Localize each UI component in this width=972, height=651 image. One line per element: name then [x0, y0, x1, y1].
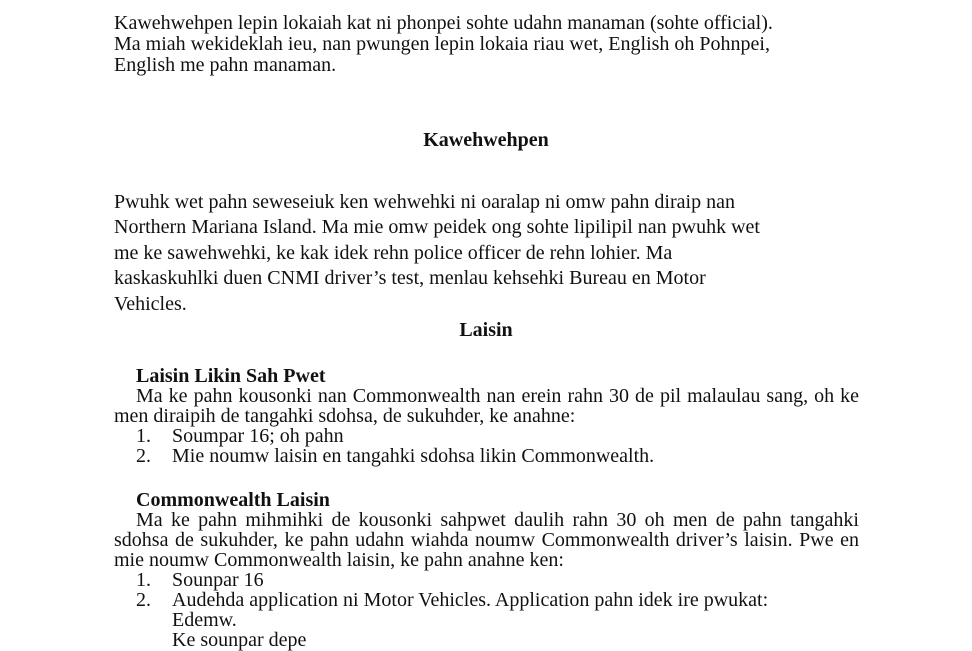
heading-kawehwehpen: Kawehwehpen [423, 129, 549, 151]
section-title: Commonwealth Laisin [136, 489, 330, 511]
list-number: 2. [136, 445, 151, 467]
paragraph-line: Vehicles. [114, 292, 187, 315]
intro-line: Kawehwehpen lepin lokaiah kat ni phonpei sohte udahn manaman (sohte official). [114, 12, 773, 34]
list-item [114, 590, 859, 610]
paragraph-line: me ke sawehwehki, ke kak idek rehn police officer de rehn lohier. Ma [114, 241, 673, 264]
paragraph-line: Northern Mariana Island. Ma mie omw peidek ong sohte lipilipil nan pwuhk wet [114, 216, 760, 239]
heading-laisin: Laisin [459, 319, 513, 341]
list-text: Soumpar 16; oh pahn [172, 425, 344, 447]
section-commonwealth-laisin [114, 490, 859, 650]
list-item [114, 426, 859, 446]
list-number: 2. [136, 589, 151, 611]
section-laisin-likin [114, 366, 859, 466]
paragraph-line: kaskaskuhlki duen CNMI driver’s test, menlau kehsehki Bureau en Motor [114, 267, 706, 290]
list-item [114, 446, 859, 466]
list-text: Audehda application ni Motor Vehicles. Application pahn idek ire pwukat: [172, 589, 769, 611]
list-item [114, 570, 859, 590]
list-number: 1. [136, 425, 151, 447]
section-text: Ma ke pahn kousonki nan Commonwealth nan erein rahn 30 de pil malaulau sang, oh ke men diraipih de tangahki sdohsa, de sukuhder, ke anahne: [114, 385, 859, 427]
list-text: Mie noumw laisin en tangahki sdohsa likin Commonwealth. [172, 445, 655, 467]
requirement-list [114, 570, 859, 610]
list-number: 1. [136, 569, 151, 591]
intro-line: Ma miah wekideklah ieu, nan pwungen lepin lokaia riau wet, English oh Pohnpei, [114, 33, 770, 55]
list-continuation: Ke sounpar depe [172, 629, 307, 651]
intro-line: English me pahn manaman. [114, 54, 337, 76]
section-title: Laisin Likin Sah Pwet [136, 365, 326, 387]
requirement-list [114, 426, 859, 466]
intro-paragraph [114, 13, 859, 76]
section-text: Ma ke pahn mihmihki de kousonki sahpwet daulih rahn 30 oh men de pahn tangahki sdohsa de sukuhder, ke pahn udahn wiahda noumw Commonwealth driver’s laisin. Pwe en mie noumw Commonwealth laisin, ke pahn anahne ken: [114, 509, 859, 571]
list-text: Sounpar 16 [172, 569, 264, 591]
kawehwehpen-paragraph [114, 190, 859, 317]
paragraph-line: Pwuhk wet pahn seweseiuk ken wehwehki ni oaralap ni omw pahn diraip nan [114, 191, 735, 213]
list-continuation: Edemw. [172, 609, 237, 631]
